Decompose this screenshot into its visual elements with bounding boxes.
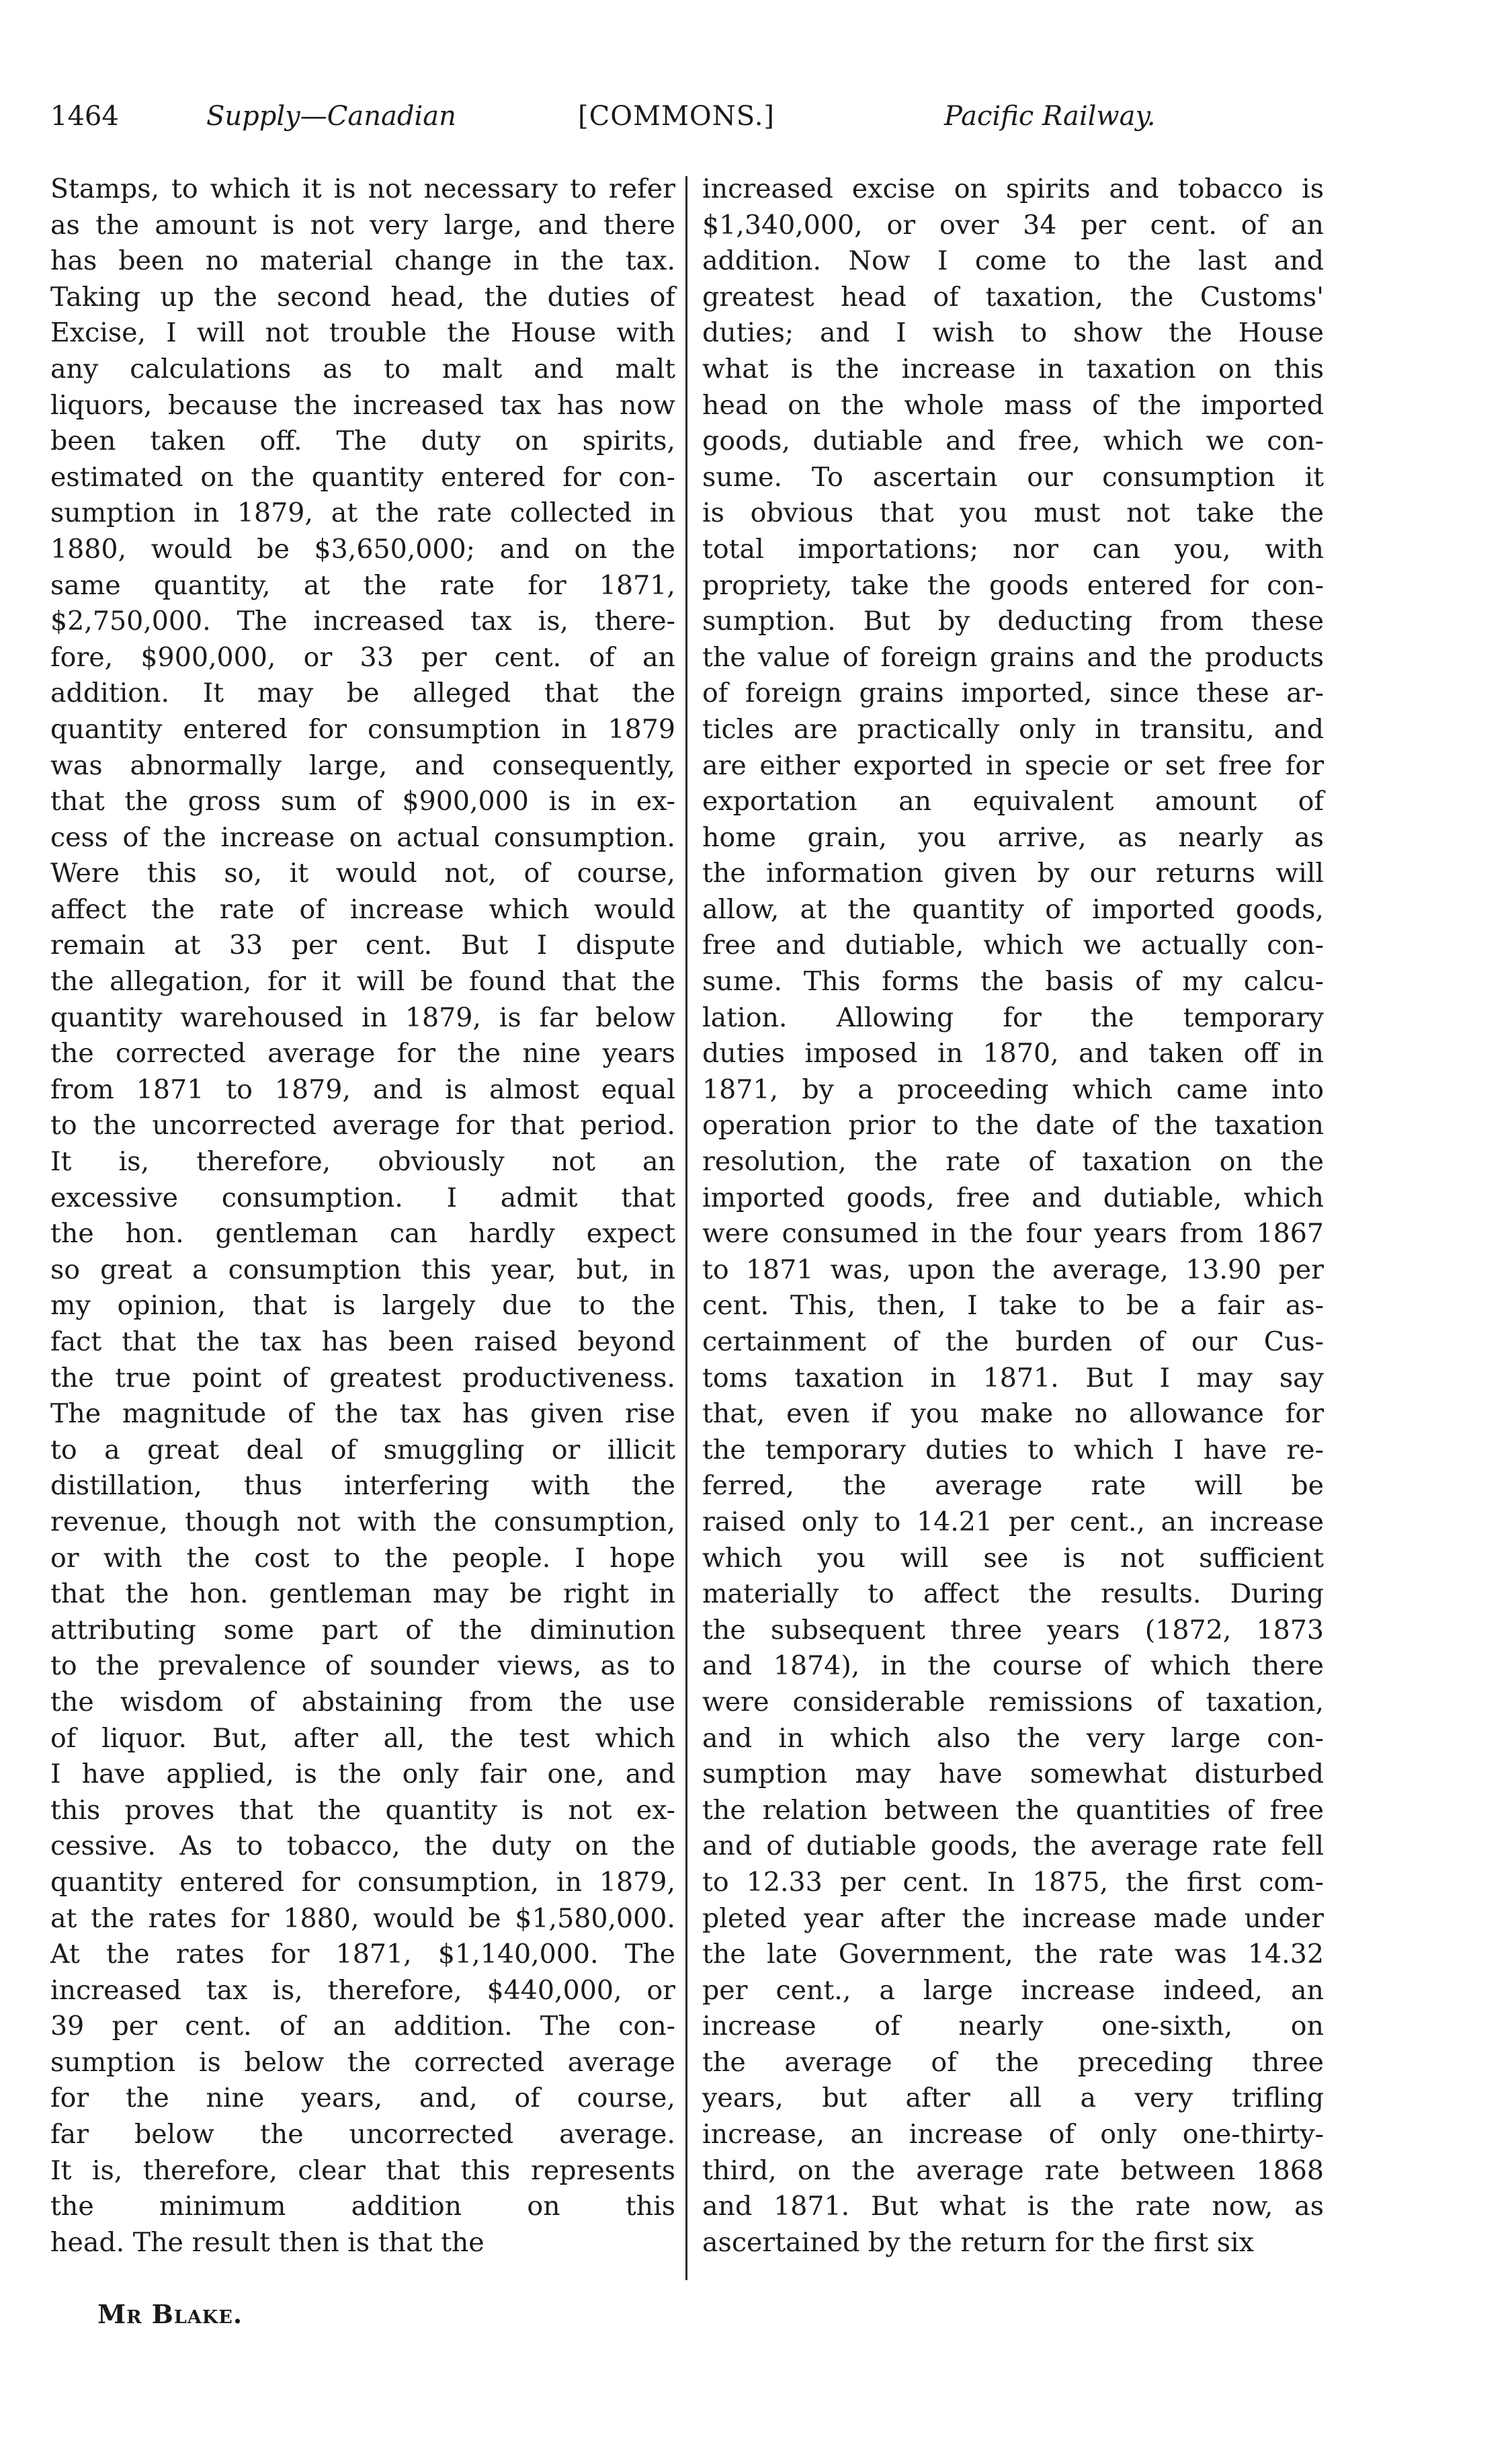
text-line: same quantity, at the rate for 1871, <box>50 569 675 601</box>
text-line: free and dutiable, which we actually con- <box>702 930 1324 961</box>
text-line: to the uncorrected average for that period. <box>50 1110 675 1141</box>
text-line: greatest head of taxation, the Customs' <box>702 281 1324 313</box>
header-center-title: [COMMONS.] <box>578 101 775 132</box>
text-line: increase of nearly one-sixth, on <box>702 2011 1324 2042</box>
text-line: $1,340,000, or over 34 per cent. of an <box>702 209 1324 241</box>
text-line: the corrected average for the nine years <box>50 1038 675 1069</box>
text-line: and in which also the very large con- <box>702 1722 1324 1754</box>
text-line: duties; and I wish to show the House <box>702 317 1324 349</box>
text-line: It is, therefore, obviously not an <box>50 1146 675 1178</box>
text-line: Stamps, to which it is not necessary to refer <box>50 173 675 204</box>
text-line: was abnormally large, and consequently, <box>50 750 675 781</box>
text-line: are either exported in specie or set free for <box>702 750 1324 781</box>
text-line: It is, therefore, clear that this represents <box>50 2154 675 2186</box>
text-line: operation prior to the date of the taxation <box>702 1110 1324 1141</box>
text-line: years, but after all a very trifling <box>702 2083 1324 2114</box>
text-line: sume. This forms the basis of my calcu- <box>702 966 1324 998</box>
text-line: ticles are practically only in transitu, and <box>702 713 1324 745</box>
text-line: increased excise on spirits and tobacco is <box>702 173 1324 204</box>
text-line: my opinion, that is largely due to the <box>50 1290 675 1322</box>
text-line: addition. It may be alleged that the <box>50 678 675 709</box>
text-line: the relation between the quantities of free <box>702 1794 1324 1826</box>
text-line: which you will see is not sufficient <box>702 1542 1324 1574</box>
text-line: materially to affect the results. During <box>702 1578 1324 1610</box>
text-line: sumption is below the corrected average <box>50 2046 675 2078</box>
text-line: certainment of the burden of our Cus- <box>702 1326 1324 1357</box>
text-line: what is the increase in taxation on this <box>702 353 1324 385</box>
text-line: cessive. As to tobacco, the duty on the <box>50 1830 675 1862</box>
column-divider <box>685 176 687 2280</box>
text-line: increased tax is, therefore, $440,000, or <box>50 1974 675 2006</box>
text-line: head on the whole mass of the imported <box>702 389 1324 421</box>
text-line: from 1871 to 1879, and is almost equal <box>50 1074 675 1105</box>
text-line: Excise, I will not trouble the House with <box>50 317 675 349</box>
text-line: the hon. gentleman can hardly expect <box>50 1218 675 1250</box>
text-line: that, even if you make no allowance for <box>702 1398 1324 1430</box>
text-line: exportation an equivalent amount of <box>702 786 1324 817</box>
text-line: to 12.33 per cent. In 1875, the first com- <box>702 1866 1324 1898</box>
text-line: sumption may have somewhat disturbed <box>702 1759 1324 1790</box>
text-line: been taken off. The duty on spirits, <box>50 426 675 457</box>
text-line: or with the cost to the people. I hope <box>50 1542 675 1574</box>
text-line: remain at 33 per cent. But I dispute <box>50 930 675 961</box>
text-line: is obvious that you must not take the <box>702 497 1324 529</box>
text-line: the value of foreign grains and the products <box>702 641 1324 673</box>
running-header <box>50 101 1220 141</box>
header-right-title: Pacific Railway. <box>944 101 1156 132</box>
text-line: total importations; nor can you, with <box>702 533 1324 565</box>
text-line: ascertained by the return for the first six <box>702 2226 1254 2258</box>
header-left-title: Supply—Canadian <box>206 101 456 132</box>
text-line: for the nine years, and, of course, <box>50 2083 675 2114</box>
text-line: At the rates for 1871, $1,140,000. The <box>50 1939 675 1970</box>
text-line: any calculations as to malt and malt <box>50 353 675 385</box>
text-line: were consumed in the four years from 1867 <box>702 1218 1324 1250</box>
text-line: cent. This, then, I take to be a fair as- <box>702 1290 1324 1322</box>
text-line: that the gross sum of $900,000 is in ex- <box>50 786 675 817</box>
text-line: distillation, thus interfering with the <box>50 1470 675 1502</box>
text-line: the late Government, the rate was 14.32 <box>702 1939 1324 1970</box>
text-line: attributing some part of the diminution <box>50 1614 675 1646</box>
text-line: toms taxation in 1871. But I may say <box>702 1362 1324 1394</box>
text-line: at the rates for 1880, would be $1,580,000. <box>50 1902 675 1934</box>
text-line: imported goods, free and dutiable, which <box>702 1182 1324 1213</box>
text-line: third, on the average rate between 1868 <box>702 2154 1324 2186</box>
text-line: duties imposed in 1870, and taken off in <box>702 1038 1324 1069</box>
text-line: the wisdom of abstaining from the use <box>50 1686 675 1718</box>
text-line: and 1874), in the course of which there <box>702 1650 1324 1682</box>
text-line: the allegation, for it will be found that the <box>50 966 675 998</box>
text-line: Taking up the second head, the duties of <box>50 281 675 313</box>
text-line: $2,750,000. The increased tax is, there- <box>50 606 675 637</box>
text-line: that the hon. gentleman may be right in <box>50 1578 675 1610</box>
text-line: Were this so, it would not, of course, <box>50 858 675 889</box>
text-line: home grain, you arrive, as nearly as <box>702 821 1324 853</box>
text-line: to 1871 was, upon the average, 13.90 per <box>702 1254 1324 1285</box>
text-line: estimated on the quantity entered for con- <box>50 461 675 493</box>
text-line: this proves that the quantity is not ex- <box>50 1794 675 1826</box>
text-line: were considerable remissions of taxation, <box>702 1686 1324 1718</box>
text-line: per cent., a large increase indeed, an <box>702 1974 1324 2006</box>
left-text-column <box>50 171 675 2261</box>
text-line: sumption. But by deducting from these <box>702 606 1324 637</box>
text-line: ferred, the average rate will be <box>702 1470 1324 1502</box>
text-line: the minimum addition on this <box>50 2191 675 2222</box>
text-line: sume. To ascertain our consumption it <box>702 461 1324 493</box>
text-line: the subsequent three years (1872, 1873 <box>702 1614 1324 1646</box>
text-line: propriety, take the goods entered for con- <box>702 569 1324 601</box>
speaker-footer: Mr Blake. <box>97 2299 243 2329</box>
page-number: 1464 <box>50 101 119 132</box>
text-line: excessive consumption. I admit that <box>50 1182 675 1213</box>
text-line: 1871, by a proceeding which came into <box>702 1074 1324 1105</box>
text-line: as the amount is not very large, and there <box>50 209 675 241</box>
text-line: liquors, because the increased tax has now <box>50 389 675 421</box>
text-line: has been no material change in the tax. <box>50 245 675 277</box>
text-line: quantity entered for consumption, in 1879, <box>50 1866 675 1898</box>
text-line: allow, at the quantity of imported goods, <box>702 893 1324 925</box>
right-text-column <box>702 171 1324 2261</box>
text-line: the temporary duties to which I have re- <box>702 1434 1324 1465</box>
text-line: affect the rate of increase which would <box>50 893 675 925</box>
text-line: addition. Now I come to the last and <box>702 245 1324 277</box>
text-line: to a great deal of smuggling or illicit <box>50 1434 675 1465</box>
text-line: raised only to 14.21 per cent., an increase <box>702 1506 1324 1537</box>
text-line: 1880, would be $3,650,000; and on the <box>50 533 675 565</box>
text-line: quantity entered for consumption in 1879 <box>50 713 675 745</box>
text-line: I have applied, is the only fair one, and <box>50 1759 675 1790</box>
text-line: lation. Allowing for the temporary <box>702 1002 1324 1033</box>
text-line: the average of the preceding three <box>702 2046 1324 2078</box>
text-line: resolution, the rate of taxation on the <box>702 1146 1324 1178</box>
text-line: so great a consumption this year, but, in <box>50 1254 675 1285</box>
text-line: fore, $900,000, or 33 per cent. of an <box>50 641 675 673</box>
text-line: to the prevalence of sounder views, as to <box>50 1650 675 1682</box>
text-line: pleted year after the increase made under <box>702 1902 1324 1934</box>
text-line: of foreign grains imported, since these ar- <box>702 678 1324 709</box>
text-line: increase, an increase of only one-thirty- <box>702 2119 1324 2150</box>
text-line: the true point of greatest productiveness. <box>50 1362 675 1394</box>
text-line: sumption in 1879, at the rate collected in <box>50 497 675 529</box>
text-line: revenue, though not with the consumption, <box>50 1506 675 1537</box>
text-line: of liquor. But, after all, the test which <box>50 1722 675 1754</box>
text-line: quantity warehoused in 1879, is far below <box>50 1002 675 1033</box>
text-line: and of dutiable goods, the average rate fell <box>702 1830 1324 1862</box>
text-line: goods, dutiable and free, which we con- <box>702 426 1324 457</box>
text-line: cess of the increase on actual consumption. <box>50 821 675 853</box>
text-line: and 1871. But what is the rate now, as <box>702 2191 1324 2222</box>
text-line: fact that the tax has been raised beyond <box>50 1326 675 1357</box>
text-line: head. The result then is that the <box>50 2226 485 2258</box>
text-line: The magnitude of the tax has given rise <box>50 1398 675 1430</box>
text-line: far below the uncorrected average. <box>50 2119 675 2150</box>
text-line: 39 per cent. of an addition. The con- <box>50 2011 675 2042</box>
text-line: the information given by our returns will <box>702 858 1324 889</box>
